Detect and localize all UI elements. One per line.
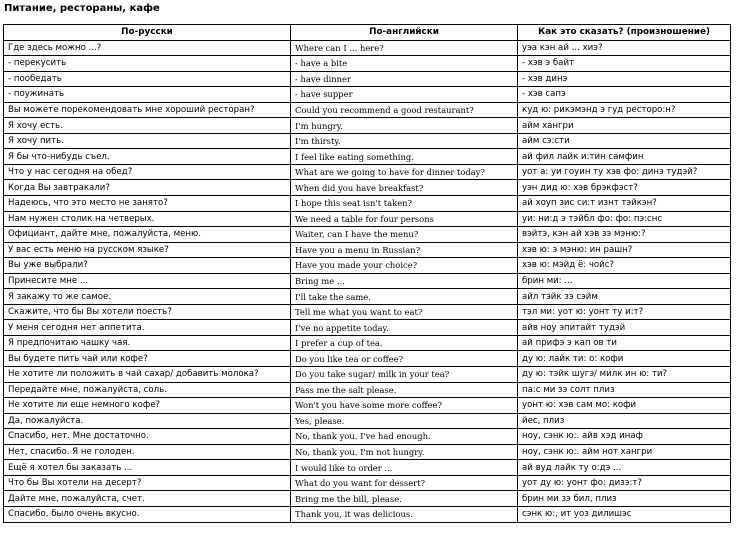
table-row: [4, 351, 731, 367]
table-row: [4, 335, 731, 351]
cell-russian: Когда Вы завтракали?: [4, 180, 291, 196]
cell-pronunciation: ду ю: лайк ти: о: кофи: [518, 351, 731, 367]
cell-english: Waiter, can I have the menu?: [291, 227, 518, 243]
cell-russian: Что у нас сегодня на обед?: [4, 164, 291, 180]
cell-pronunciation: ай прифэ э кап ов ти: [518, 335, 731, 351]
cell-russian: Не хотите ли положить в чай сахар/ добавить молока?: [4, 367, 291, 383]
cell-pronunciation: ноу, сэнк ю:. айв хэд инаф: [518, 429, 731, 445]
cell-russian: Принесите мне ...: [4, 273, 291, 289]
cell-pronunciation: - хэв динэ: [518, 71, 731, 87]
cell-russian: У меня сегодня нет аппетита.: [4, 320, 291, 336]
cell-russian: Я хочу пить.: [4, 133, 291, 149]
table-row: [4, 71, 731, 87]
cell-english: Yes, please.: [291, 413, 518, 429]
cell-pronunciation: ду ю: тэйк шугэ/ милк ин ю: ти?: [518, 367, 731, 383]
cell-russian: Где здесь можно ...?: [4, 40, 291, 56]
cell-pronunciation: хэв ю: мэйд ё: чойс?: [518, 258, 731, 274]
cell-russian: Нет, спасибо. Я не голоден.: [4, 444, 291, 460]
cell-english: Have you a menu in Russian?: [291, 242, 518, 258]
cell-pronunciation: брин ми: ...: [518, 273, 731, 289]
cell-english: Tell me what you want to eat?: [291, 304, 518, 320]
cell-english: Have you made your choice?: [291, 258, 518, 274]
table-row: [4, 242, 731, 258]
table-row: [4, 382, 731, 398]
table-row: [4, 460, 731, 476]
table-row: [4, 133, 731, 149]
cell-russian: Вы будете пить чай или кофе?: [4, 351, 291, 367]
table-row: [4, 258, 731, 274]
cell-english: I'm thirsty.: [291, 133, 518, 149]
cell-english: I hope this seat isn't taken?: [291, 196, 518, 212]
header-english: По-английски: [291, 25, 518, 41]
cell-english: I would like to order ...: [291, 460, 518, 476]
cell-pronunciation: айм хангри: [518, 118, 731, 134]
cell-pronunciation: ноу, сэнк ю:. айм нот хангри: [518, 444, 731, 460]
cell-russian: Спасибо, было очень вкусно.: [4, 506, 291, 522]
cell-english: No, thank you. I'm not hungry.: [291, 444, 518, 460]
cell-pronunciation: уи: ни:д э тэйбл фо: фо: пэ:снс: [518, 211, 731, 227]
cell-pronunciation: - хэв э байт: [518, 56, 731, 72]
cell-english: We need a table for four persons: [291, 211, 518, 227]
table-row: [4, 180, 731, 196]
cell-russian: - пообедать: [4, 71, 291, 87]
cell-pronunciation: айв ноу эпитайт тудэй: [518, 320, 731, 336]
cell-english: Won't you have some more coffee?: [291, 398, 518, 414]
cell-pronunciation: сэнк ю:, ит уоз дилишэс: [518, 506, 731, 522]
table-row: [4, 367, 731, 383]
table-body: [4, 40, 731, 522]
cell-pronunciation: брин ми зэ бил, плиз: [518, 491, 731, 507]
cell-english: Thank you, it was delicious.: [291, 506, 518, 522]
cell-pronunciation: куд ю: рикэмэнд э гуд ресторо:н?: [518, 102, 731, 118]
cell-pronunciation: уэа кэн ай ... хиэ?: [518, 40, 731, 56]
cell-english: Where can I ... here?: [291, 40, 518, 56]
table-row: [4, 211, 731, 227]
cell-english: I feel like eating something.: [291, 149, 518, 165]
cell-russian: Не хотите ли еще немного кофе?: [4, 398, 291, 414]
cell-english: Bring me the bill, please.: [291, 491, 518, 507]
cell-english: What do you want for dessert?: [291, 475, 518, 491]
table-row: [4, 398, 731, 414]
table-row: [4, 118, 731, 134]
cell-russian: Я закажу то же самое.: [4, 289, 291, 305]
table-row: [4, 273, 731, 289]
table-row: [4, 102, 731, 118]
cell-english: What are we going to have for dinner today?: [291, 164, 518, 180]
cell-russian: Нам нужен столик на четверых.: [4, 211, 291, 227]
cell-pronunciation: ай вуд лайк ту о:дэ ...: [518, 460, 731, 476]
header-pronunciation: Как это сказать? (произношение): [518, 25, 731, 41]
cell-pronunciation: уэн дид ю: хэв брэкфэст?: [518, 180, 731, 196]
cell-russian: Скажите, что бы Вы хотели поесть?: [4, 304, 291, 320]
cell-english: I'll take the same.: [291, 289, 518, 305]
table-row: [4, 491, 731, 507]
table-row: [4, 196, 731, 212]
cell-pronunciation: - хэв сапэ: [518, 87, 731, 103]
cell-russian: - перекусить: [4, 56, 291, 72]
cell-russian: Я бы что-нибудь съел.: [4, 149, 291, 165]
cell-english: Bring me ...: [291, 273, 518, 289]
cell-russian: Что бы Вы хотели на десерт?: [4, 475, 291, 491]
header-russian: По-русски: [4, 25, 291, 41]
table-row: [4, 475, 731, 491]
cell-pronunciation: уот а: уи гоуин ту хэв фо: динэ тудэй?: [518, 164, 731, 180]
cell-english: - have supper: [291, 87, 518, 103]
cell-russian: Надеюсь, что это место не занято?: [4, 196, 291, 212]
cell-pronunciation: вэйтэ, кэн ай хэв зэ мэню:?: [518, 227, 731, 243]
cell-pronunciation: ай хоуп зис си:т изнт тэйкэн?: [518, 196, 731, 212]
page-title: Питание, рестораны, кафе: [4, 3, 160, 14]
cell-pronunciation: уонт ю: хэв сам мо: кофи: [518, 398, 731, 414]
cell-russian: Дайте мне, пожалуйста, счет.: [4, 491, 291, 507]
cell-english: Could you recommend a good restaurant?: [291, 102, 518, 118]
cell-english: - have dinner: [291, 71, 518, 87]
table-row: [4, 320, 731, 336]
cell-russian: У вас есть меню на русском языке?: [4, 242, 291, 258]
cell-english: No, thank you. I've had enough.: [291, 429, 518, 445]
table-row: [4, 444, 731, 460]
table-row: [4, 227, 731, 243]
cell-pronunciation: йес, плиз: [518, 413, 731, 429]
cell-russian: Вы уже выбрали?: [4, 258, 291, 274]
cell-russian: Вы можете порекомендовать мне хороший ресторан?: [4, 102, 291, 118]
cell-english: I've no appetite today.: [291, 320, 518, 336]
table-header-row: [4, 25, 731, 41]
cell-english: I prefer a cup of tea.: [291, 335, 518, 351]
cell-russian: Я предпочитаю чашку чая.: [4, 335, 291, 351]
cell-russian: - поужинать: [4, 87, 291, 103]
table-row: [4, 289, 731, 305]
table-row: [4, 87, 731, 103]
cell-russian: Я хочу есть.: [4, 118, 291, 134]
table-row: [4, 506, 731, 522]
table-row: [4, 429, 731, 445]
cell-pronunciation: ай фил лайк и:тин самфин: [518, 149, 731, 165]
cell-pronunciation: уот ду ю: уонт фо: дизэ:т?: [518, 475, 731, 491]
cell-pronunciation: айл тэйк зэ сэйм: [518, 289, 731, 305]
cell-russian: Официант, дайте мне, пожалуйста, меню.: [4, 227, 291, 243]
cell-english: Pass me the salt please.: [291, 382, 518, 398]
table-row: [4, 149, 731, 165]
cell-english: Do you like tea or coffee?: [291, 351, 518, 367]
table-row: [4, 164, 731, 180]
cell-pronunciation: па:с ми зэ солт плиз: [518, 382, 731, 398]
table-row: [4, 40, 731, 56]
cell-russian: Передайте мне, пожалуйста, соль.: [4, 382, 291, 398]
cell-english: When did you have breakfast?: [291, 180, 518, 196]
phrase-table: [3, 24, 731, 523]
cell-english: Do you take sugar/ milk in your tea?: [291, 367, 518, 383]
cell-russian: Да, пожалуйста.: [4, 413, 291, 429]
cell-pronunciation: хэв ю: э мэню: ин рашн?: [518, 242, 731, 258]
cell-pronunciation: айм сэ:сти: [518, 133, 731, 149]
table-row: [4, 413, 731, 429]
cell-russian: Ещё я хотел бы заказать ...: [4, 460, 291, 476]
cell-pronunciation: тэл ми: уот ю: уонт ту и:т?: [518, 304, 731, 320]
table-row: [4, 56, 731, 72]
cell-russian: Спасибо, нет. Мне достаточно.: [4, 429, 291, 445]
cell-english: - have a bite: [291, 56, 518, 72]
cell-english: I'm hungry.: [291, 118, 518, 134]
table-row: [4, 304, 731, 320]
